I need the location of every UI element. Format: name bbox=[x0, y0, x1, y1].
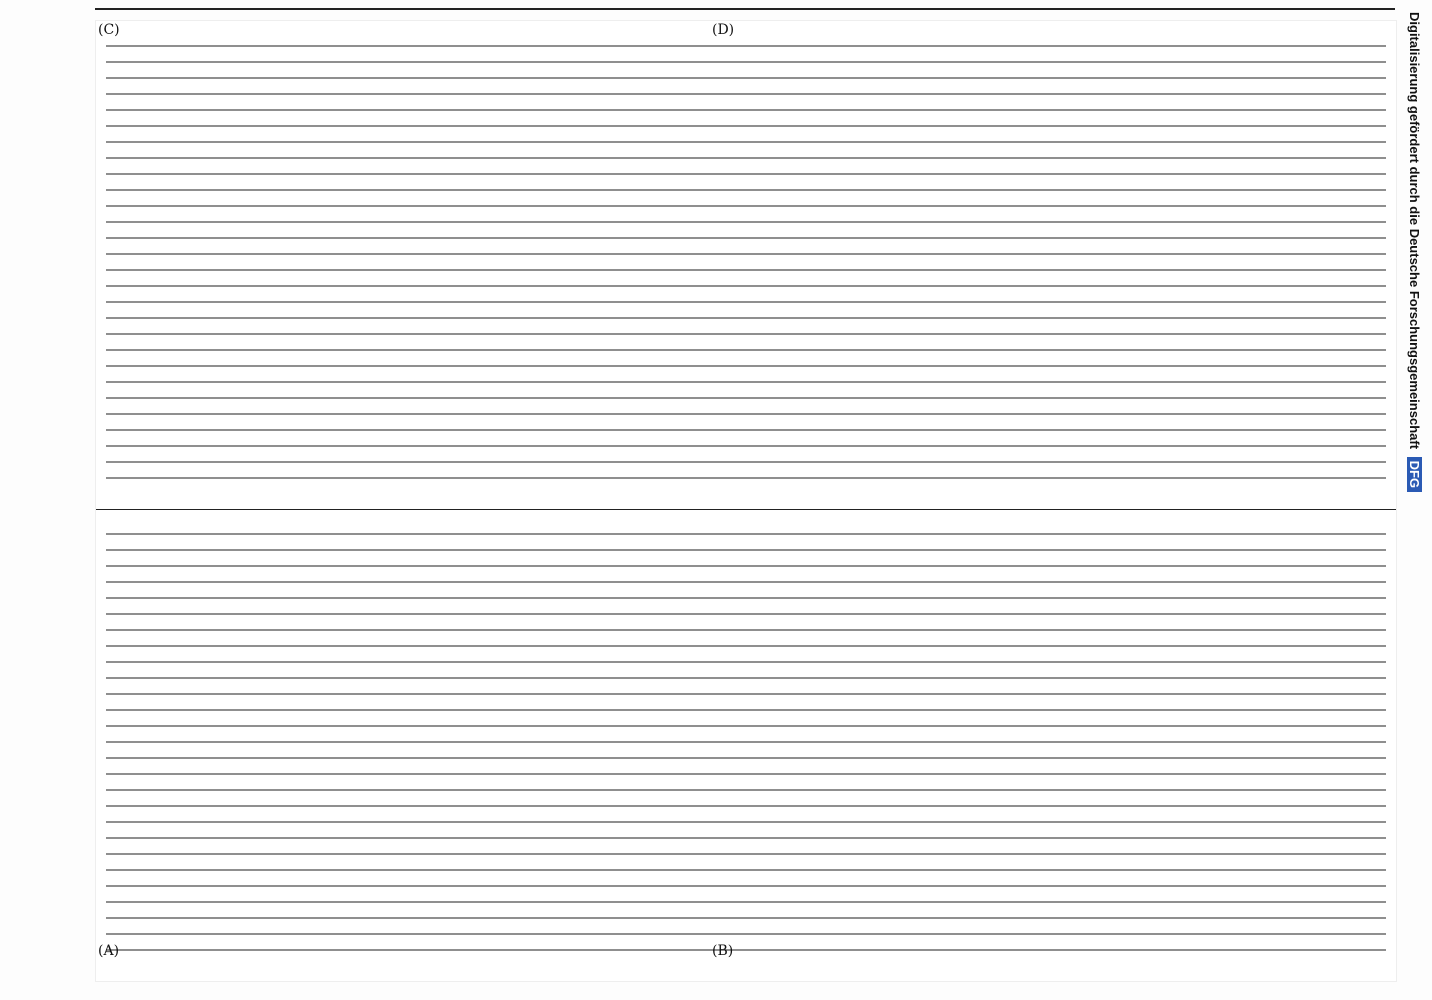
margin-marker-c: (C) bbox=[98, 22, 120, 38]
dfg-logo: DFG bbox=[1407, 457, 1422, 492]
right-column bbox=[106, 31, 1386, 501]
document-page bbox=[95, 20, 1397, 982]
margin-marker-a: (A) bbox=[98, 943, 120, 959]
margin-marker-b: (B) bbox=[712, 943, 734, 959]
dfg-credit-text: Digitalisierung gefördert durch die Deutsche Forschungsgemeinschaft bbox=[1407, 12, 1422, 450]
dfg-credit bbox=[1398, 12, 1428, 992]
header-rule bbox=[95, 8, 1395, 10]
left-column bbox=[106, 519, 1386, 971]
margin-marker-d: (D) bbox=[712, 22, 735, 38]
column-divider bbox=[96, 509, 1396, 510]
